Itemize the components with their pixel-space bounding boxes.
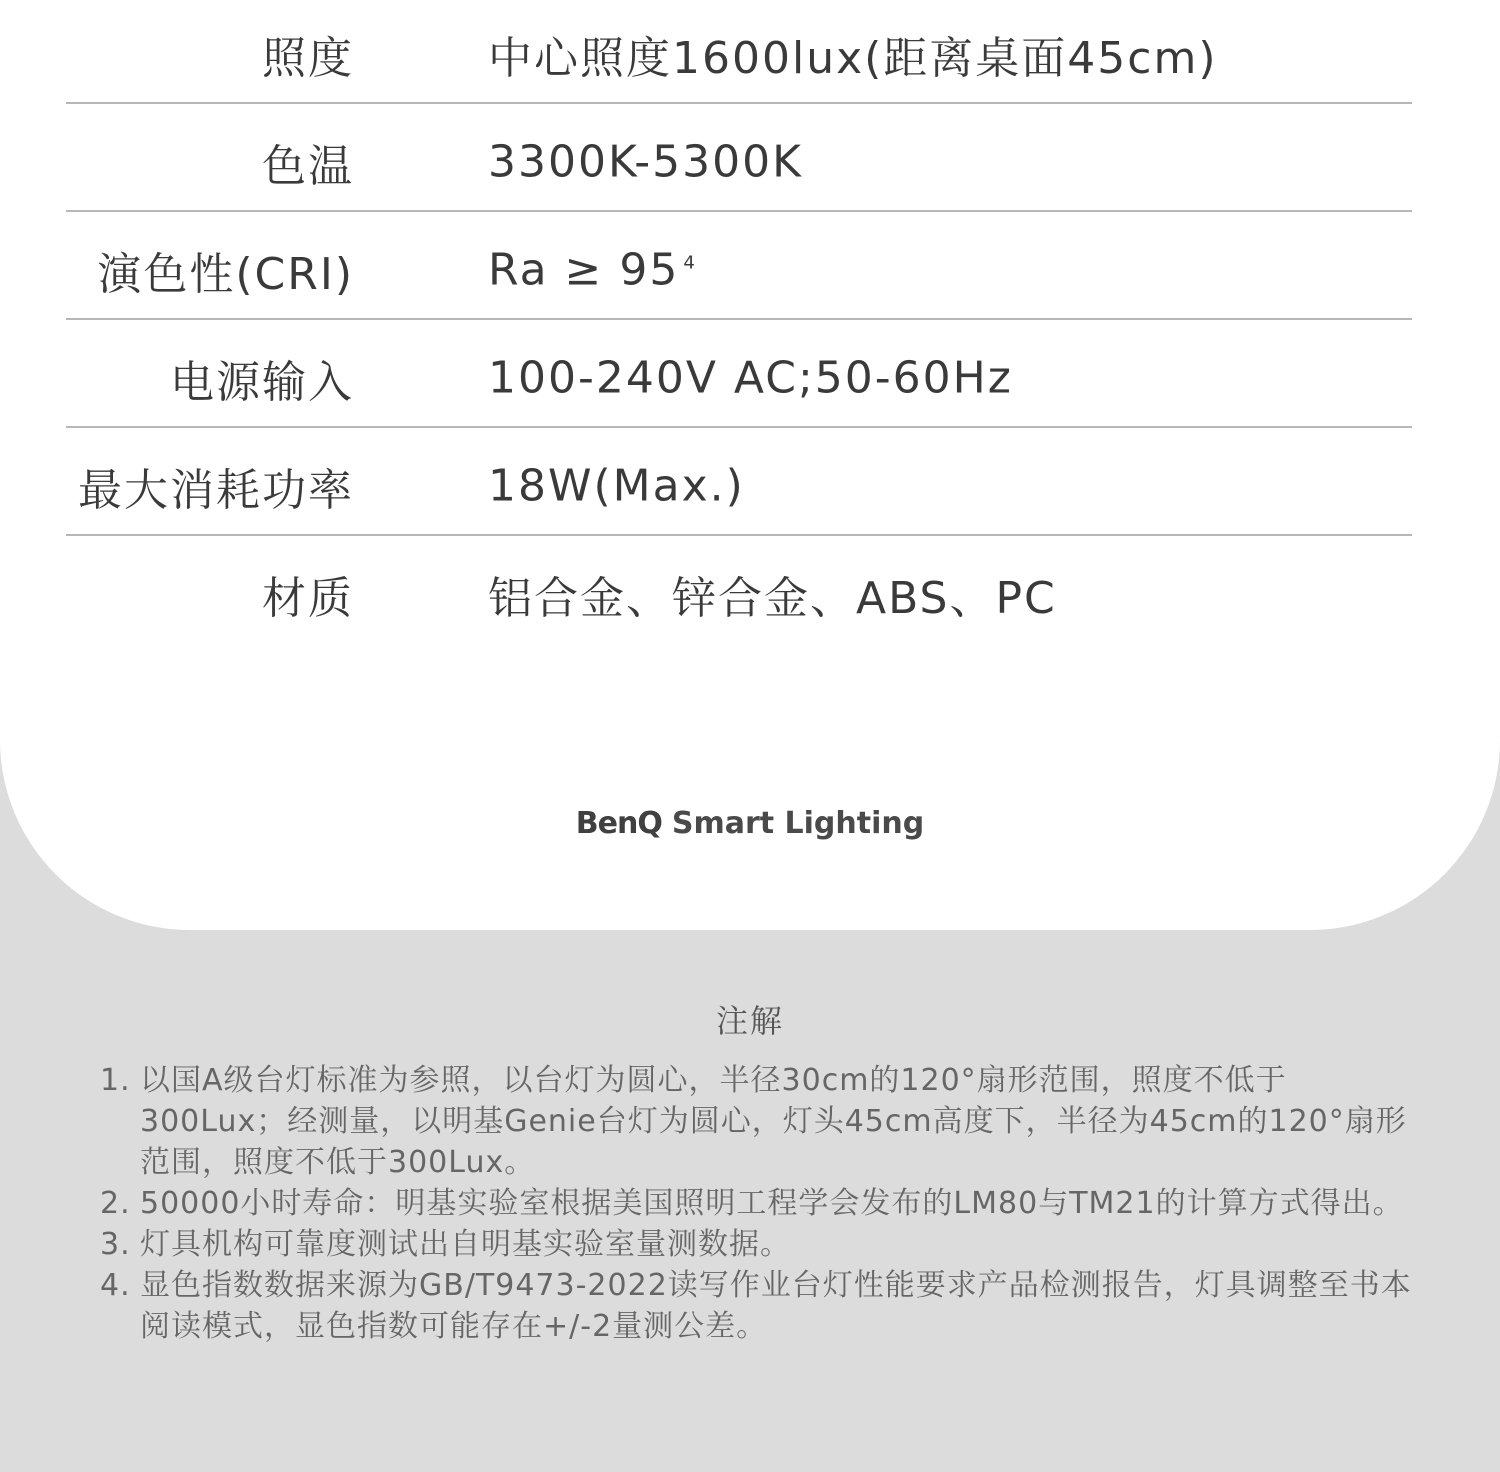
spec-value-cri: [488, 245, 697, 296]
spec-row-cri: [0, 216, 1500, 324]
spec-value: 18W(Max.): [488, 460, 745, 512]
spec-row-illuminance: [0, 0, 1500, 108]
note-item: [100, 1224, 1420, 1265]
note-item: [100, 1183, 1420, 1224]
spec-label: 电源输入: [170, 357, 354, 408]
divider: [66, 210, 1412, 212]
spec-row-color-temperature: [0, 108, 1500, 216]
spec-row-power-input: [0, 324, 1500, 432]
note-text: 以国A级台灯标准为参照，以台灯为圆心，半径30cm的120°扇形范围，照度不低于300Lux；经测量，以明基Genie台灯为圆心，灯头45cm高度下，半径为45cm的120°扇形范围，照度不低于300Lux。: [140, 1063, 1407, 1180]
note-number: 3.: [100, 1227, 131, 1262]
spec-value: 铝合金、锌合金、ABS、PC: [488, 573, 1057, 624]
spec-row-material: [0, 540, 1500, 648]
spec-label: 最大消耗功率: [78, 465, 354, 516]
note-number: 2.: [100, 1186, 131, 1221]
note-number: 1.: [100, 1063, 131, 1098]
spec-value: 100-240V AC;50-60Hz: [488, 352, 1013, 404]
note-text: 灯具机构可靠度测试出自明基实验室量测数据。: [140, 1227, 791, 1262]
divider: [66, 318, 1412, 320]
divider: [66, 426, 1412, 428]
spec-row-max-power: [0, 432, 1500, 540]
spec-label: 色温: [262, 141, 354, 192]
brand-logo: [0, 806, 1500, 841]
notes-title: 注解: [715, 1002, 784, 1040]
note-text: 50000小时寿命：明基实验室根据美国照明工程学会发布的LM80与TM21的计算方式得出。: [140, 1186, 1404, 1221]
spec-label: 照度: [262, 33, 354, 84]
footnote-marker: 4: [683, 252, 697, 274]
note-text: 显色指数数据来源为GB/T9473-2022读写作业台灯性能要求产品检测报告，灯具调整至书本阅读模式，显色指数可能存在+/-2量测公差。: [140, 1268, 1412, 1344]
brand-tagline: Smart Lighting: [671, 806, 925, 841]
spec-value: 中心照度1600lux(距离桌面45cm): [488, 33, 1218, 84]
spec-label: 演色性(CRI): [97, 249, 354, 300]
spec-label: 材质: [262, 573, 354, 624]
note-number: 4.: [100, 1268, 131, 1303]
benq-logo: BenQ: [575, 806, 662, 841]
note-item: [100, 1265, 1420, 1347]
divider: [66, 534, 1412, 536]
notes-list: [100, 1060, 1420, 1347]
spec-value: Ra ≥ 95: [488, 244, 680, 296]
note-item: [100, 1060, 1420, 1183]
divider: [66, 102, 1412, 104]
spec-value: 3300K-5300K: [488, 136, 803, 188]
